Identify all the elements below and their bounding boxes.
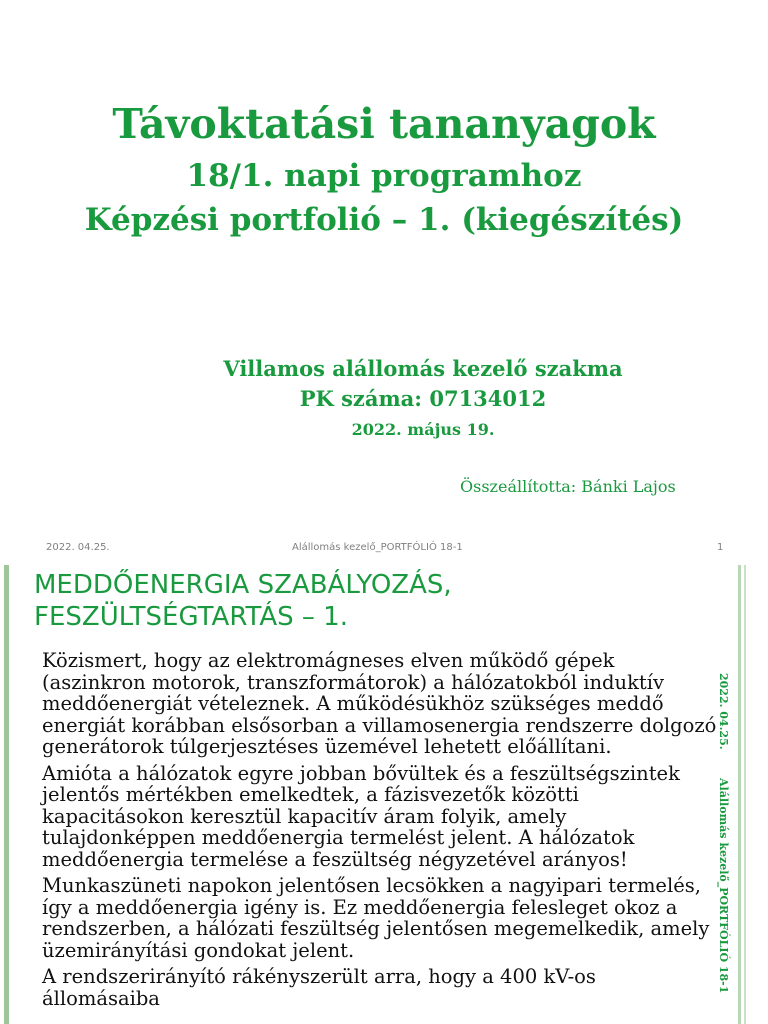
paragraph: A rendszerirányító rákényszerült arra, hogy a 400 kV-os állomásaiba <box>42 965 596 1010</box>
content-slide <box>0 565 768 1024</box>
paragraph: Amióta a hálózatok egyre jobban bővültek és a feszültségszintek jelentős mértékben emelkedtek, a fázisvezetők közötti kapacitásokon keresztül kapacitív áram folyik, amely tulajdonképpen meddőenergia termelést jelent. A hálózatok meddőenergia termelése a feszültség négyzetével arányos! <box>42 761 680 871</box>
section-title <box>34 569 724 633</box>
footer-center-text: Alállomás kezelő_PORTFÓLIÓ 18-1 <box>292 542 463 553</box>
footer-page-number: 1 <box>717 542 724 553</box>
section-title-line-1: MEDDŐENERGIA SZABÁLYOZÁS, <box>34 570 452 600</box>
paragraph: Munkaszüneti napokon jelentősen lecsökken a nagyipari termelés, így a meddőenergia igény is. Ez meddőenergia felesleget okoz a rendszerben, a hálózati feszültség jelentősen megemelkedik, amely üzemirányítási gondokat jelent. <box>42 874 710 962</box>
vertical-footer-text: Alállomás kezelő_PORTFÓLIÓ 18-1 <box>717 778 730 994</box>
left-accent-bar <box>4 565 9 1024</box>
vertical-footer <box>717 673 737 1024</box>
title-line-3: Képzési portfolió – 1. (kiegészítés) <box>84 202 684 238</box>
profession-subtitle: Villamos alállomás kezelő szakma <box>223 356 623 381</box>
right-accent-bar <box>738 565 741 1024</box>
main-title: Távoktatási tananyagok <box>112 100 656 148</box>
title-line-2: 18/1. napi programhoz <box>186 158 582 194</box>
pk-number: PK száma: 07134012 <box>299 386 547 411</box>
section-title-line-2: FESZÜLTSÉGTARTÁS – 1. <box>34 602 348 632</box>
slide-date: 2022. május 19. <box>351 420 495 439</box>
footer-date: 2022. 04.25. <box>46 542 110 553</box>
vertical-footer-date: 2022. 04.25. <box>717 673 730 750</box>
author-credit: Összeállította: Bánki Lajos <box>460 477 676 496</box>
right-accent-bar-thin <box>744 565 746 1024</box>
body-text <box>42 650 718 1014</box>
paragraph: Közismert, hogy az elektromágneses elven működő gépek (aszinkron motorok, transzformátorok) a hálózatokból induktív meddőenergiát vételeznek. A működésükhöz szükséges meddő energiát korábban elsősorban a villamosenergia rendszerre dolgozó generátorok túlgerjesztéses üzemével lehetett előállítani. <box>42 649 717 758</box>
